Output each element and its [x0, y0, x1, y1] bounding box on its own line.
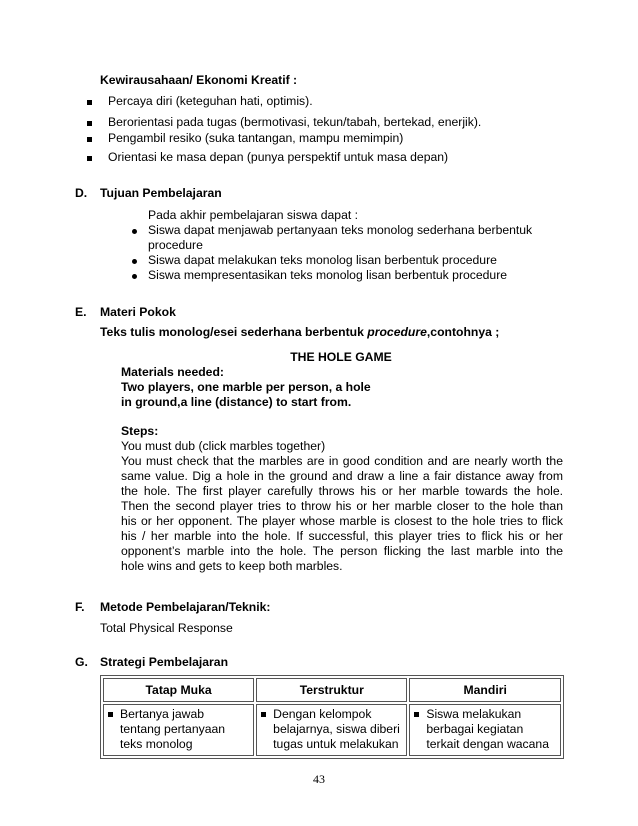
kewirausahaan-item: Pengambil resiko (suka tantangan, mampu memimpin) [108, 131, 404, 145]
table-cell [256, 704, 407, 756]
table-header-row [103, 678, 561, 702]
cell-line: berbagai kegiatan [426, 722, 524, 736]
table-cell [103, 704, 254, 756]
kewirausahaan-item: Berorientasi pada tugas (bermotivasi, tekun/tabah, bertekad, enerjik). [108, 115, 482, 129]
section-d-item: Siswa dapat menjawab pertanyaan teks monolog sederhana berbentuk [148, 223, 533, 237]
table-header: Tatap Muka [103, 678, 254, 702]
table-header: Terstruktur [256, 678, 407, 702]
steps-line: hole wins and gets to keep both marbles. [121, 559, 343, 573]
section-e-letter: E. [75, 305, 87, 319]
bullet-square-icon [87, 121, 92, 126]
subtitle-emphasis: procedure [367, 325, 427, 339]
bullet-dot-icon [132, 259, 137, 264]
cell-line: Bertanya jawab [120, 707, 205, 721]
cell-line: belajarnya, siswa diberi [273, 722, 400, 736]
cell-line: tentang pertanyaan [120, 722, 226, 736]
table-row [103, 704, 561, 756]
strategy-table [100, 675, 564, 759]
bullet-dot-icon [132, 229, 137, 234]
steps-line: You must dub (click marbles together) [121, 439, 326, 453]
subtitle-suffix: ,contohnya ; [426, 325, 500, 339]
steps-line: opponent’s marble into the hole. The person flicking the last marble into the [121, 544, 563, 558]
section-f-body: Total Physical Response [100, 621, 233, 635]
section-f-letter: F. [75, 600, 85, 614]
section-d-item-continued: procedure [148, 238, 203, 252]
cell-line: tugas untuk melakukan [273, 737, 399, 751]
materials-line: in ground,a line (distance) to start from. [121, 395, 352, 409]
materials-label: Materials needed: [121, 365, 224, 379]
bullet-square-icon [414, 712, 419, 717]
section-d-title: Tujuan Pembelajaran [100, 186, 222, 200]
steps-line: same value. Dig a hole in the ground and draw a line a fair distance away from [121, 469, 563, 483]
section-d-intro: Pada akhir pembelajaran siswa dapat : [148, 208, 359, 222]
bullet-square-icon [87, 156, 92, 161]
section-e-subtitle [100, 325, 499, 340]
section-g-letter: G. [75, 655, 88, 669]
steps-line: You must check that the marbles are in good condition and are nearly worth the [121, 454, 563, 468]
page-number: 43 [313, 772, 325, 786]
steps-line: the hole. The first player carefully throws his or her marble towards the hole. [121, 484, 563, 498]
steps-line: Then the second player tries to throw his or her marble closer to the hole than [121, 499, 563, 513]
section-d-item: Siswa mempresentasikan teks monolog lisan berbentuk procedure [148, 268, 508, 282]
bullet-square-icon [87, 137, 92, 142]
steps-paragraph [121, 439, 563, 574]
table-header: Mandiri [409, 678, 561, 702]
kewirausahaan-item: Orientasi ke masa depan (punya perspektif untuk masa depan) [108, 150, 449, 164]
bullet-square-icon [87, 100, 92, 105]
cell-line: Siswa melakukan [426, 707, 522, 721]
kewirausahaan-item: Percaya diri (keteguhan hati, optimis). [108, 94, 313, 108]
kewirausahaan-title: Kewirausahaan/ Ekonomi Kreatif : [100, 73, 298, 87]
bullet-dot-icon [132, 274, 137, 279]
cell-line: Dengan kelompok [273, 707, 372, 721]
subtitle-text: Teks tulis monolog/esei sederhana berbentuk [100, 325, 368, 339]
section-e-title: Materi Pokok [100, 305, 176, 319]
game-title: THE HOLE GAME [290, 350, 392, 364]
bullet-square-icon [261, 712, 266, 717]
section-g-title: Strategi Pembelajaran [100, 655, 229, 669]
section-d-item: Siswa dapat melakukan teks monolog lisan berbentuk procedure [148, 253, 497, 267]
bullet-square-icon [108, 712, 113, 717]
materials-line: Two players, one marble per person, a hole [121, 380, 371, 394]
steps-label: Steps: [121, 424, 159, 438]
steps-line: his / her marble into the hole. If successful, this player tries to flick his or her [121, 529, 563, 543]
steps-line: his or her opponent. The player whose marble is closest to the hole tries to flick [121, 514, 563, 528]
cell-line: terkait dengan wacana [426, 737, 549, 751]
table-cell [409, 704, 561, 756]
cell-line: teks monolog [120, 737, 193, 751]
section-d-letter: D. [75, 186, 88, 200]
section-f-title: Metode Pembelajaran/Teknik: [100, 600, 271, 614]
